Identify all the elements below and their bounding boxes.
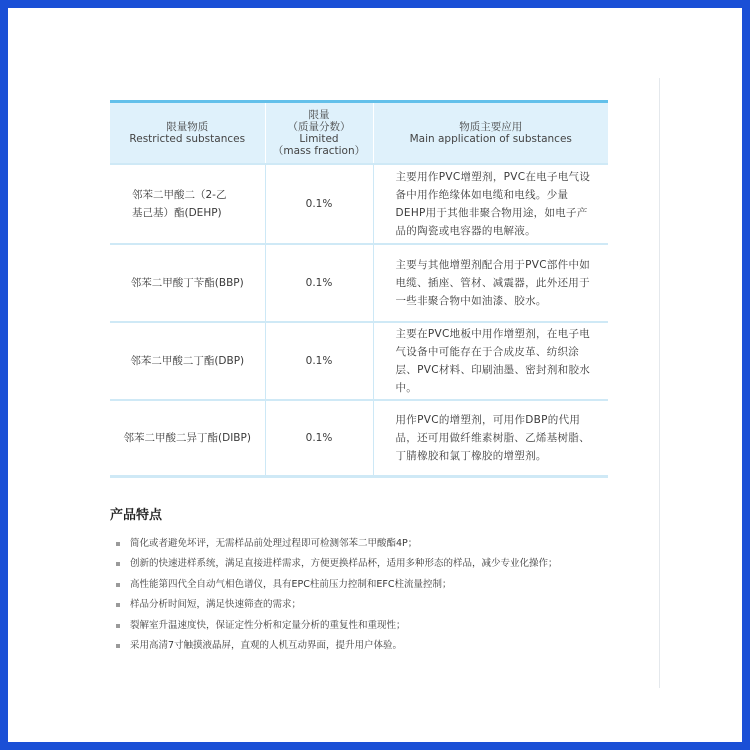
header-limit-cn2: （质量分数） xyxy=(287,121,351,133)
header-application-en: Main application of substances xyxy=(409,133,572,145)
header-substance-cn: 限量物质 xyxy=(166,121,209,133)
header-substance xyxy=(110,102,265,165)
feature-text: 简化或者避免坏评，无需样品前处理过程即可检测邻苯二甲酸酯4P； xyxy=(130,538,418,549)
application-text: 主要与其他增塑剂配合用于PVC部件中如电缆、插座、管材、减震器，此外还用于一些非聚合物中如油漆、胶水。 xyxy=(373,244,608,322)
header-limit xyxy=(265,102,373,165)
header-limit-en1: Limited xyxy=(299,133,339,145)
substance-name: 邻苯二甲酸丁苄酯(BBP) xyxy=(110,244,265,322)
page-frame xyxy=(8,8,742,742)
header-application xyxy=(373,102,608,165)
table-row xyxy=(110,400,608,477)
limit-value: 0.1% xyxy=(265,244,373,322)
limit-value: 0.1% xyxy=(265,322,373,400)
page-divider-line xyxy=(659,78,660,688)
list-item xyxy=(116,636,626,656)
bullet-icon xyxy=(116,562,120,566)
feature-text: 裂解室升温速度快，保证定性分析和定量分析的重复性和重现性； xyxy=(130,619,406,631)
substance-name-line2: 基己基）酯(DEHP) xyxy=(132,207,222,219)
feature-text: 创新的快速进样系统，满足直接进样需求，方便更换样品杯，适用多种形态的样品，减少专业化操作； xyxy=(130,558,558,570)
header-substance-en: Restricted substances xyxy=(129,133,246,145)
header-limit-en2: （mass fraction） xyxy=(272,145,366,157)
restricted-substances-table xyxy=(110,100,608,478)
bullet-icon xyxy=(116,603,120,607)
application-text: 主要在PVC地板中用作增塑剂，在电子电气设备中可能存在于合成皮革、纺织涂层、PVC材料、印刷油墨、密封剂和胶水中。 xyxy=(373,322,608,400)
header-application-cn: 物质主要应用 xyxy=(459,121,523,133)
substance-name: 邻苯二甲酸二丁酯(DBP) xyxy=(110,322,265,400)
bullet-icon xyxy=(116,583,120,587)
limit-value: 0.1% xyxy=(265,400,373,477)
table-row xyxy=(110,322,608,400)
bullet-icon xyxy=(116,542,120,546)
list-item xyxy=(116,595,626,615)
bullet-icon xyxy=(116,624,120,628)
list-item xyxy=(116,616,626,636)
list-item xyxy=(116,575,626,595)
table-row xyxy=(110,244,608,322)
bullet-icon xyxy=(116,644,120,648)
feature-text: 高性能第四代全自动气相色谱仪，具有EPC柱前压力控制和EFC柱流量控制； xyxy=(130,578,452,590)
substance-name: 邻苯二甲酸二异丁酯(DIBP) xyxy=(110,400,265,477)
table-header-row xyxy=(110,102,608,165)
feature-text: 采用高清7寸触摸液晶屏，直观的人机互动界面，提升用户体验。 xyxy=(130,639,403,651)
substance-name xyxy=(110,164,265,244)
limit-value: 0.1% xyxy=(265,164,373,244)
list-item xyxy=(116,534,626,554)
table-row xyxy=(110,164,608,244)
features-list xyxy=(116,534,626,656)
features-title: 产品特点 xyxy=(110,508,163,523)
list-item xyxy=(116,554,626,574)
header-limit-cn1: 限量 xyxy=(308,109,330,121)
application-text: 用作PVC的增塑剂，可用作DBP的代用品，还可用做纤维素树脂、乙烯基树脂、丁腈橡胶和氯丁橡胶的增塑剂。 xyxy=(373,400,608,477)
feature-text: 样品分析时间短，满足快速筛查的需求； xyxy=(130,599,302,611)
substance-name-line1: 邻苯二甲酸二（2-乙 xyxy=(132,189,227,201)
application-text: 主要用作PVC增塑剂，PVC在电子电气设备中用作绝缘体如电缆和电线。少量DEHP用于其他非聚合物用途，如电子产品的陶瓷或电容器的电解液。 xyxy=(373,164,608,244)
